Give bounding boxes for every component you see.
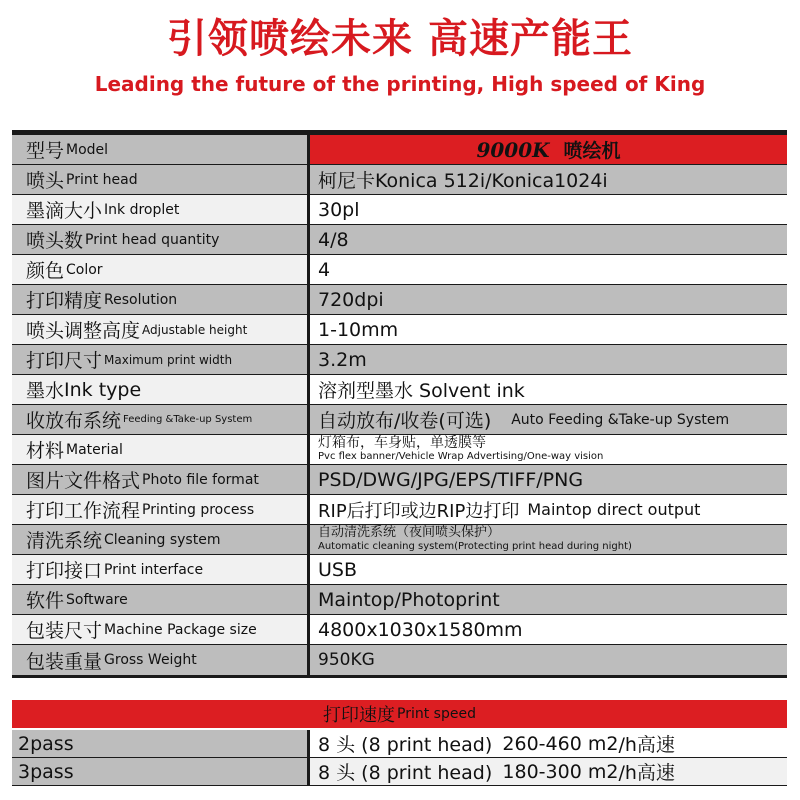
- spec-row-gross-weight: [12, 645, 787, 675]
- spec-value: 1-10mm: [310, 315, 787, 344]
- spec-label: 打印工作流程 Printing process: [12, 495, 310, 524]
- spec-row-material: [12, 435, 787, 465]
- spec-row-print-interface: [12, 555, 787, 585]
- spec-value: 30pl: [310, 195, 787, 224]
- spec-value: 溶剂型墨水 Solvent ink: [310, 375, 787, 404]
- spec-label: 打印接口 Print interface: [12, 555, 310, 584]
- spec-row-print-width: [12, 345, 787, 375]
- spec-row-file-format: [12, 465, 787, 495]
- spec-label: 清洗系统 Cleaning system: [12, 525, 310, 554]
- spec-row-package-size: [12, 615, 787, 645]
- spec-value: 4: [310, 255, 787, 284]
- spec-value: 950KG: [310, 645, 787, 675]
- spec-value: 自动放布/收卷(可选) Auto Feeding &Take-up System: [310, 405, 787, 434]
- spec-label: 包装重量 Gross Weight: [12, 645, 310, 675]
- spec-value: 柯尼卡Konica 512i/Konica1024i: [310, 165, 787, 194]
- spec-value: 4800x1030x1580mm: [310, 615, 787, 644]
- speed-value: 8 头 (8 print head) 180-300 m 2 /h高速: [310, 758, 787, 785]
- spec-label: 收放布系统 Feeding &Take-up System: [12, 405, 310, 434]
- speed-row-2pass: [12, 730, 787, 758]
- print-speed-heading: 打印速度 Print speed: [12, 700, 787, 728]
- spec-row-head-quantity: [12, 225, 787, 255]
- spec-label: 喷头 Print head: [12, 165, 310, 194]
- spec-table: [12, 130, 787, 678]
- spec-value: USB: [310, 555, 787, 584]
- spec-label: 型号 Model: [12, 135, 310, 164]
- spec-value: 720dpi: [310, 285, 787, 314]
- page-subtitle: Leading the future of the printing, High speed of King: [94, 72, 706, 96]
- spec-row-ink-type: [12, 375, 787, 405]
- speed-row-3pass: [12, 758, 787, 786]
- speed-pass-label: 2pass: [12, 730, 310, 757]
- spec-value: 4/8: [310, 225, 787, 254]
- spec-label: 墨水 Ink type: [12, 375, 310, 404]
- page-title: 引领喷绘未来 高速产能王: [167, 16, 633, 62]
- spec-row-model: [12, 135, 787, 165]
- spec-label: 包装尺寸 Machine Package size: [12, 615, 310, 644]
- spec-label: 打印尺寸 Maximum print width: [12, 345, 310, 374]
- spec-row-print-head: [12, 165, 787, 195]
- spec-row-ink-droplet: [12, 195, 787, 225]
- spec-value: Maintop/Photoprint: [310, 585, 787, 614]
- spec-value: PSD/DWG/JPG/EPS/TIFF/PNG: [310, 465, 787, 494]
- spec-row-color: [12, 255, 787, 285]
- spec-label: 墨滴大小 Ink droplet: [12, 195, 310, 224]
- spec-row-printing-process: [12, 495, 787, 525]
- spec-row-resolution: [12, 285, 787, 315]
- spec-label: 喷头调整高度 Adjustable height: [12, 315, 310, 344]
- spec-label: 图片文件格式 Photo file format: [12, 465, 310, 494]
- spec-value: 灯箱布，车身贴，单透膜等 Pvc flex banner/Vehicle Wrap Advertising/One-way vision: [310, 435, 787, 464]
- speed-value: 8 头 (8 print head) 260-460 m 2 /h高速: [310, 730, 787, 757]
- spec-value: 9000K 喷绘机: [310, 135, 787, 164]
- spec-row-cleaning-system: [12, 525, 787, 555]
- spec-label: 打印精度 Resolution: [12, 285, 310, 314]
- spec-row-feeding-system: [12, 405, 787, 435]
- spec-value: 3.2m: [310, 345, 787, 374]
- spec-label: 颜色 Color: [12, 255, 310, 284]
- spec-row-software: [12, 585, 787, 615]
- spec-label: 软件 Software: [12, 585, 310, 614]
- spec-value: RIP后打印或边RIP边打印 Maintop direct output: [310, 495, 787, 524]
- spec-label: 喷头数 Print head quantity: [12, 225, 310, 254]
- spec-row-adjustable-height: [12, 315, 787, 345]
- spec-label: 材料 Material: [12, 435, 310, 464]
- spec-value: 自动清洗系统（夜间喷头保护） Automatic cleaning system(Protecting print head during night): [310, 525, 787, 554]
- speed-pass-label: 3pass: [12, 758, 310, 785]
